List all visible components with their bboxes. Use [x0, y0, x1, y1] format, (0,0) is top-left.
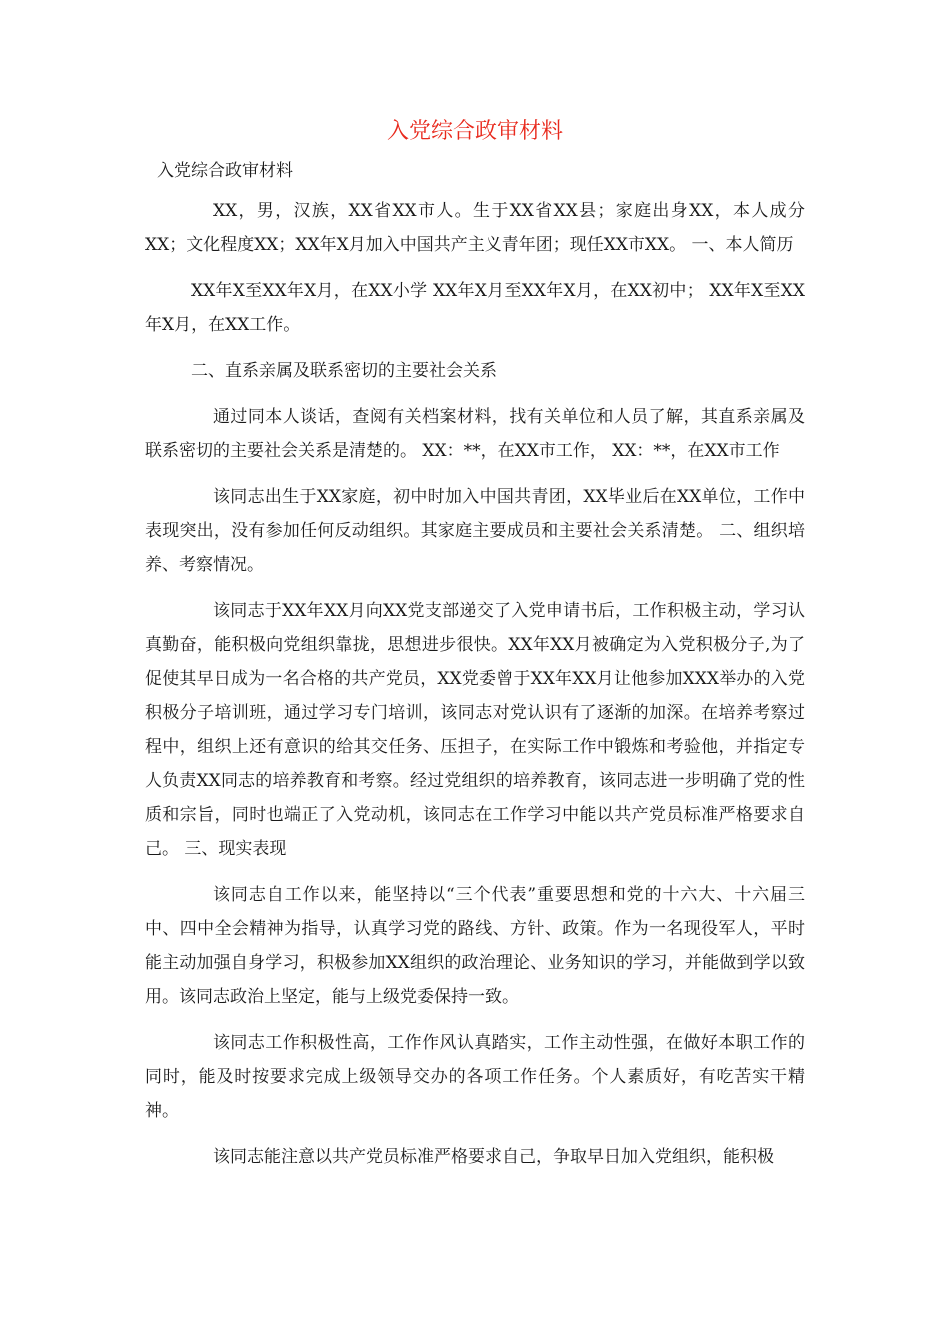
- document-title: 入党综合政审材料: [386, 119, 563, 144]
- document-page: [145, 112, 805, 1186]
- paragraph-family-background: 该同志出生于XX家庭，初中时加入中国共青团，XX毕业后在XX单位，工作中表现突出，没有参加任何反动组织。其家庭主要成员和主要社会关系清楚。 二、组织培养、考察情况。: [145, 487, 805, 575]
- paragraph-basic-info: XX，男，汉族，XX省XX市人。生于XX省XX县；家庭出身XX，本人成分XX；文化程度XX；XX年X月加入中国共产主义青年团；现任XX市XX。 一、本人简历: [145, 201, 805, 255]
- paragraph-relations: 通过同本人谈话，查阅有关档案材料，找有关单位和人员了解，其直系亲属及联系密切的主要社会关系是清楚的。 XX：**，在XX市工作， XX：**，在XX市工作: [145, 407, 805, 461]
- paragraph-performance: 该同志自工作以来，能坚持以“三个代表”重要思想和党的十六大、十六届三中、四中全会精神为指导，认真学习党的路线、方针、政策。作为一名现役军人，平时能主动加强自身学习，积极参加XX组织的政治理论、业务知识的学习，并能做到学以致用。该同志政治上坚定，能与上级党委保持一致。: [145, 885, 805, 1007]
- section-heading-relations: 二、直系亲属及联系密切的主要社会关系: [191, 361, 497, 381]
- paragraph-self-discipline: 该同志能注意以共产党员标准严格要求自己，争取早日加入党组织，能积极: [213, 1147, 774, 1167]
- paragraph-resume: XX年X至XX年X月，在XX小学 XX年X月至XX年X月，在XX初中； XX年X至XX年X月，在XX工作。: [145, 281, 805, 335]
- document-subtitle: 入党综合政审材料: [157, 161, 293, 181]
- paragraph-training: 该同志于XX年XX月向XX党支部递交了入党申请书后，工作积极主动，学习认真勤奋，能积极向党组织靠拢，思想进步很快。XX年XX月被确定为入党积极分子,为了促使其早日成为一名合格的共产党员，XX党委曾于XX年XX月让他参加XXX举办的入党积极分子培训班，通过学习专门培训，该同志对党认识有了逐渐的加深。在培养考察过程中，组织上还有意识的给其交任务、压担子，在实际工作中锻炼和考验他，并指定专人负责XX同志的培养教育和考察。经过党组织的培养教育，该同志进一步明确了党的性质和宗旨，同时也端正了入党动机，该同志在工作学习中能以共产党员标准严格要求自己。 三、现实表现: [145, 601, 805, 859]
- paragraph-work-attitude: 该同志工作积极性高，工作作风认真踏实，工作主动性强，在做好本职工作的同时，能及时按要求完成上级领导交办的各项工作任务。个人素质好，有吃苦实干精神。: [145, 1033, 805, 1121]
